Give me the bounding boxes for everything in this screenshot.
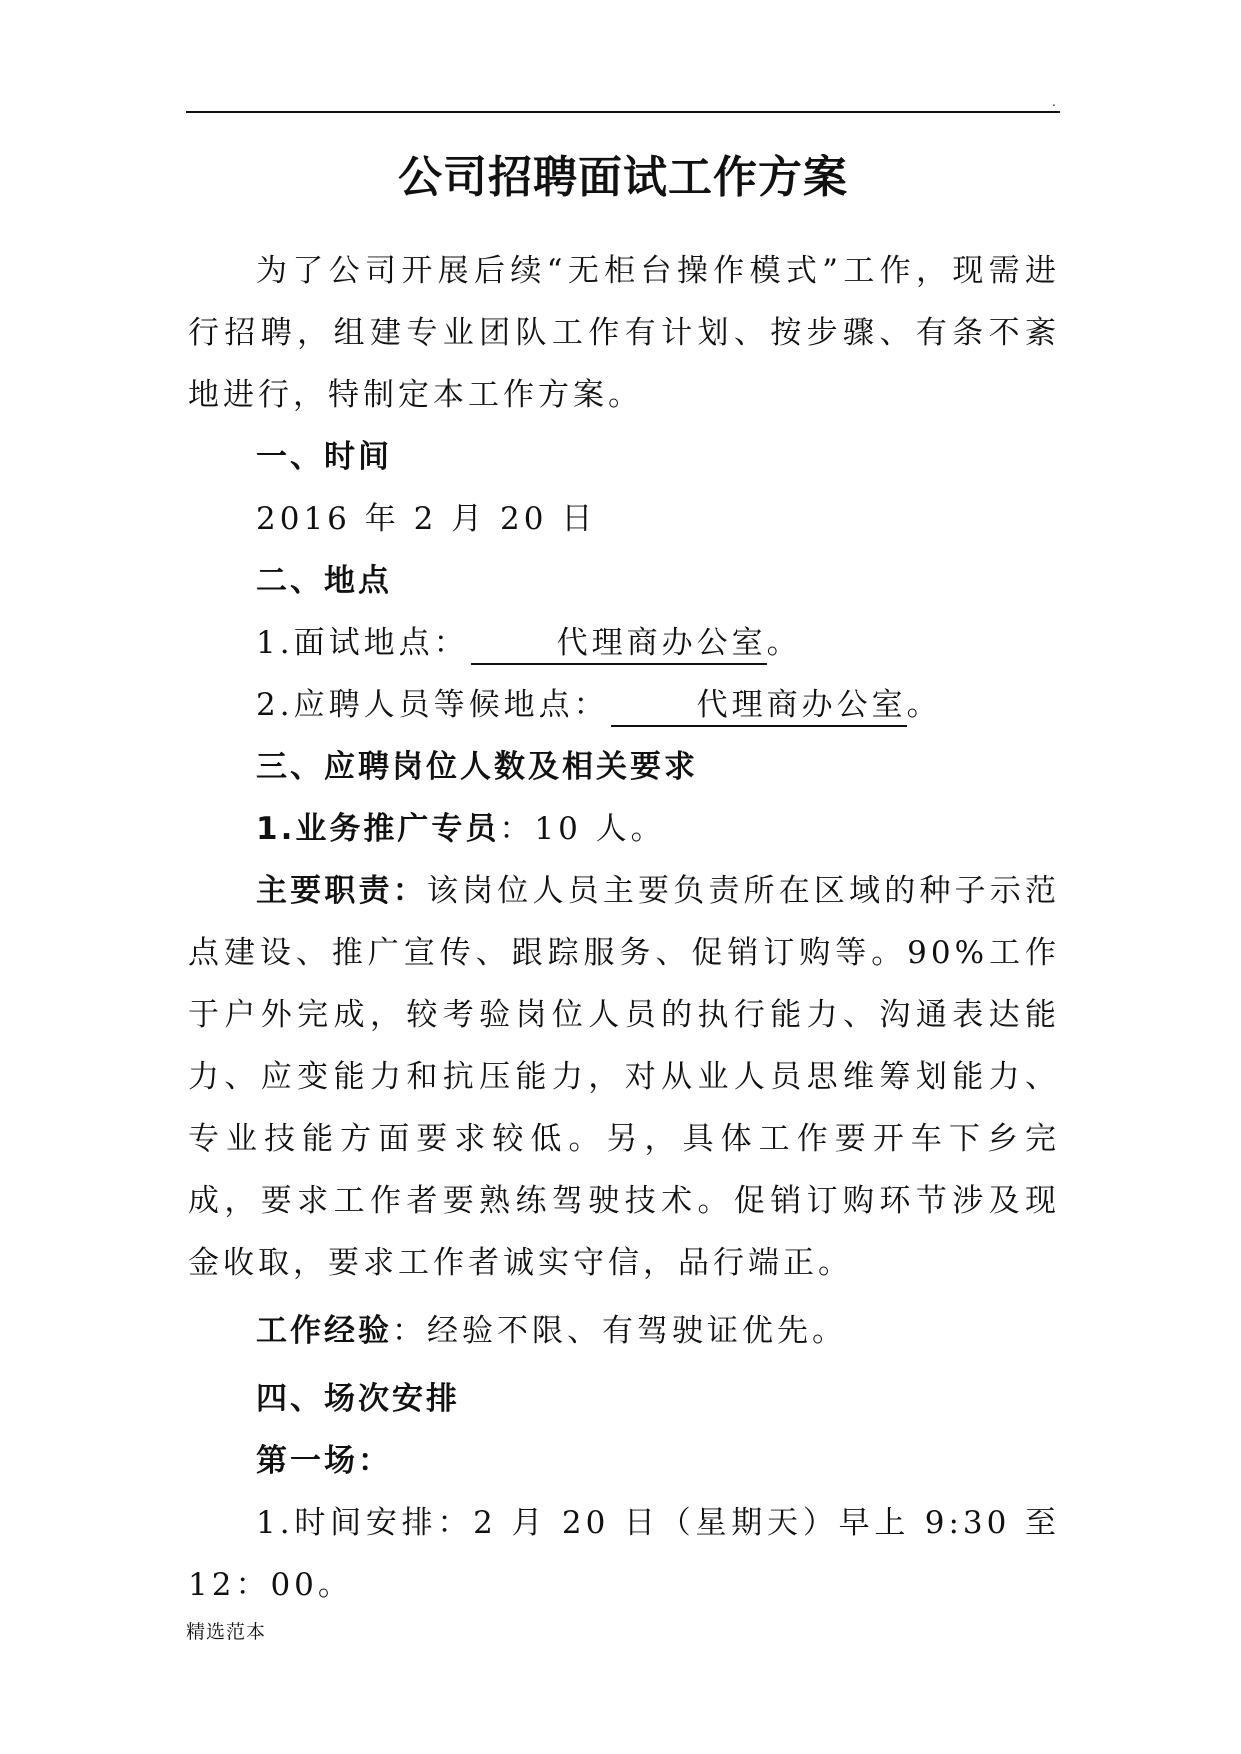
position-label: 1.业务推广专员 [256, 811, 500, 847]
round-label: 第一场： [256, 1443, 392, 1479]
experience-text: ：经验不限、有驾驶证优先。 [392, 1313, 847, 1349]
interview-date: 2016 年 2 月 20 日 [256, 501, 597, 537]
section-heading-time: 一、时间 [256, 439, 392, 475]
position-count: ：10 人。 [499, 811, 666, 847]
location-value-underlined: 代理商办公室 [471, 623, 767, 665]
section-heading-schedule: 四、场次安排 [256, 1381, 460, 1417]
header-rule [186, 111, 1060, 113]
document-body [188, 240, 1060, 1616]
duties-paragraph [188, 860, 1060, 1294]
intro-paragraph: 为了公司开展后续“无柜台操作模式”工作，现需进行招聘，组建专业团队工作有计划、按步骤、有条不紊地进行，特制定本工作方案。 [188, 253, 1060, 413]
duties-label: 主要职责： [256, 873, 427, 909]
section-heading-positions: 三、应聘岗位人数及相关要求 [256, 749, 698, 785]
experience-line [188, 1300, 1060, 1362]
location-item-end: 。 [766, 625, 802, 661]
position-line [188, 798, 1060, 860]
location-item-interview [188, 612, 1060, 674]
location-value-underlined: 代理商办公室 [611, 685, 907, 727]
footer-text: 精选范本 [186, 1621, 267, 1643]
location-item-end: 。 [906, 687, 942, 723]
location-item-label: 2.应聘人员等候地点： [256, 687, 609, 723]
duties-text: 该岗位人员主要负责所在区域的种子示范点建设、推广宣传、跟踪服务、促销订购等。90%工作于户外完成，较考验岗位人员的执行能力、沟通表达能力、应变能力和抗压能力，对从业人员思维筹划能力、专业技能方面要求较低。另，具体工作要开车下乡完成，要求工作者要熟练驾驶技术。促销订购环节涉及现金收取，要求工作者诚实守信，品行端正。 [188, 873, 1061, 1281]
header-dot: . [1052, 95, 1056, 109]
location-item-waiting [188, 674, 1060, 736]
section-heading-location: 二、地点 [256, 563, 392, 599]
schedule-time: 1.时间安排：2 月 20 日（星期天）早上 9:30 至 12：00。 [188, 1505, 1060, 1603]
experience-label: 工作经验 [256, 1313, 392, 1349]
location-item-label: 1.面试地点： [256, 625, 469, 661]
page-title: 公司招聘面试工作方案 [398, 152, 848, 203]
